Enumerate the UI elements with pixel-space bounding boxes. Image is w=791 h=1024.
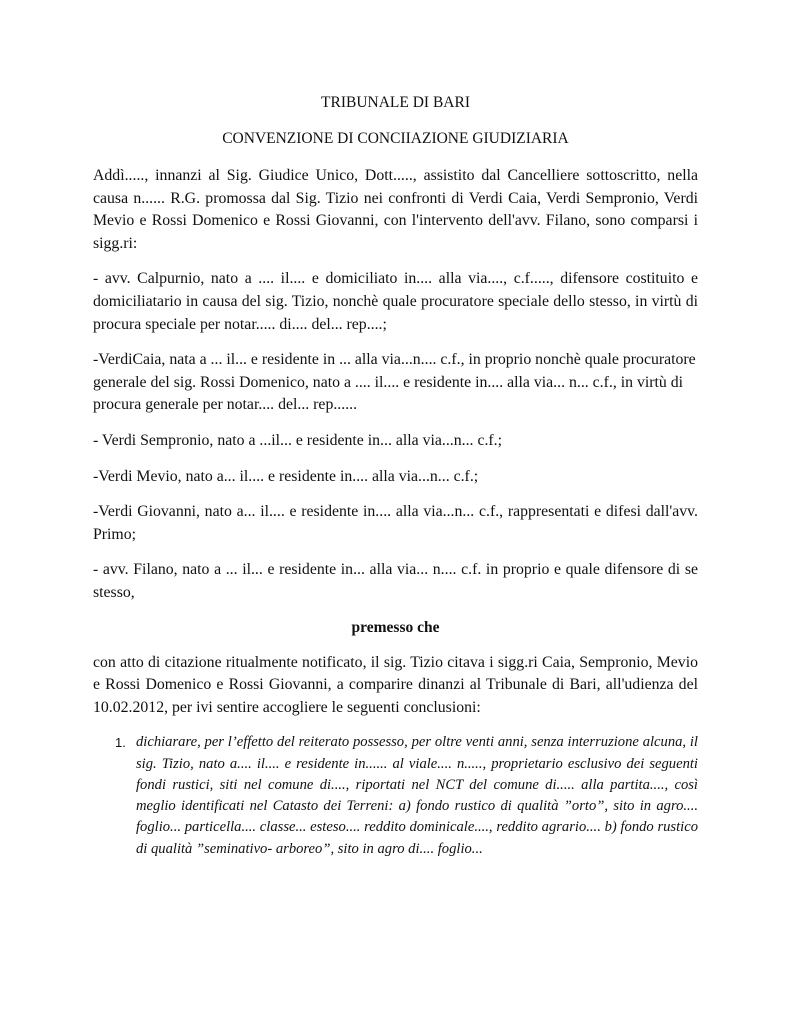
party-paragraph-filano: - avv. Filano, nato a ... il... e residente in... alla via... n.... c.f. in proprio e quale difensore di se stesso, bbox=[93, 561, 698, 601]
party-paragraph-caia: -VerdiCaia, nata a ... il... e residente in ... alla via...n.... c.f., in proprio nonchè quale procuratore generale del sig. Rossi Domenico, nato a .... il.... e residente in.... alla via... n... c.f., in virtù di procura generale per notar.... del... rep...... bbox=[93, 351, 696, 414]
premise-paragraph: con atto di citazione ritualmente notificato, il sig. Tizio citava i sigg.ri Caia, Sempronio, Mevio e Rossi Domenico e Rossi Giovanni, a comparire dinanzi al Tribunale di Bari, all'udienza del 10.02.2012, per ivi sentire accogliere le seguenti conclusioni: bbox=[93, 653, 698, 716]
party-paragraph-calpurnio: - avv. Calpurnio, nato a .... il.... e domiciliato in.... alla via...., c.f....., difensore costituito e domiciliatario in causa del sig. Tizio, nonchè quale procuratore speciale dello stesso, in virtù di procura speciale per notar..... di.... del... rep....; bbox=[93, 270, 698, 333]
list-item-text: dichiarare, per l’effetto del reiterato possesso, per oltre venti anni, senza interruzione alcuna, il sig. Tizio, nato a.... il.... e residente in...... al viale.... n....., proprietario esclusivo dei seguenti fondi rustici, siti nel comune di...., riportati nel NCT del comune di..... alla partita...., così meglio identificati nel Catasto dei Terreni: a) fondo rustico di qualità ”orto”, sito in agro.... foglio... particella.... classe... esteso.... reddito dominicale...., reddito agrario.... b) fondo rustico di qualità ”seminativo- arboreo”, sito in agro di.... foglio... bbox=[136, 734, 698, 857]
conclusions-list bbox=[93, 732, 698, 860]
party-paragraph-mevio: -Verdi Mevio, nato a... il.... e residente in.... alla via...n... c.f.; bbox=[93, 467, 479, 485]
party-paragraph-sempronio: - Verdi Sempronio, nato a ...il... e residente in... alla via...n... c.f.; bbox=[93, 431, 503, 449]
section-heading: premesso che bbox=[351, 618, 440, 636]
list-item bbox=[93, 732, 698, 860]
document-subtitle: CONVENZIONE DI CONCIIAZIONE GIUDIZIARIA bbox=[222, 130, 569, 147]
document-page bbox=[93, 93, 698, 860]
list-item-number: 1. bbox=[115, 735, 126, 751]
court-title: TRIBUNALE DI BARI bbox=[321, 94, 470, 111]
intro-paragraph: Addì....., innanzi al Sig. Giudice Unico, Dott....., assistito dal Cancelliere sottoscritto, nella causa n...... R.G. promossa dal Sig. Tizio nei confronti di Verdi Caia, Verdi Sempronio, Verdi Mevio e Rossi Domenico e Rossi Giovanni, con l'intervento dell'avv. Filano, sono comparsi i sigg.ri: bbox=[93, 167, 698, 252]
party-paragraph-giovanni: -Verdi Giovanni, nato a... il.... e residente in.... alla via...n... c.f., rappresentati e difesi dall'avv. Primo; bbox=[93, 503, 698, 543]
